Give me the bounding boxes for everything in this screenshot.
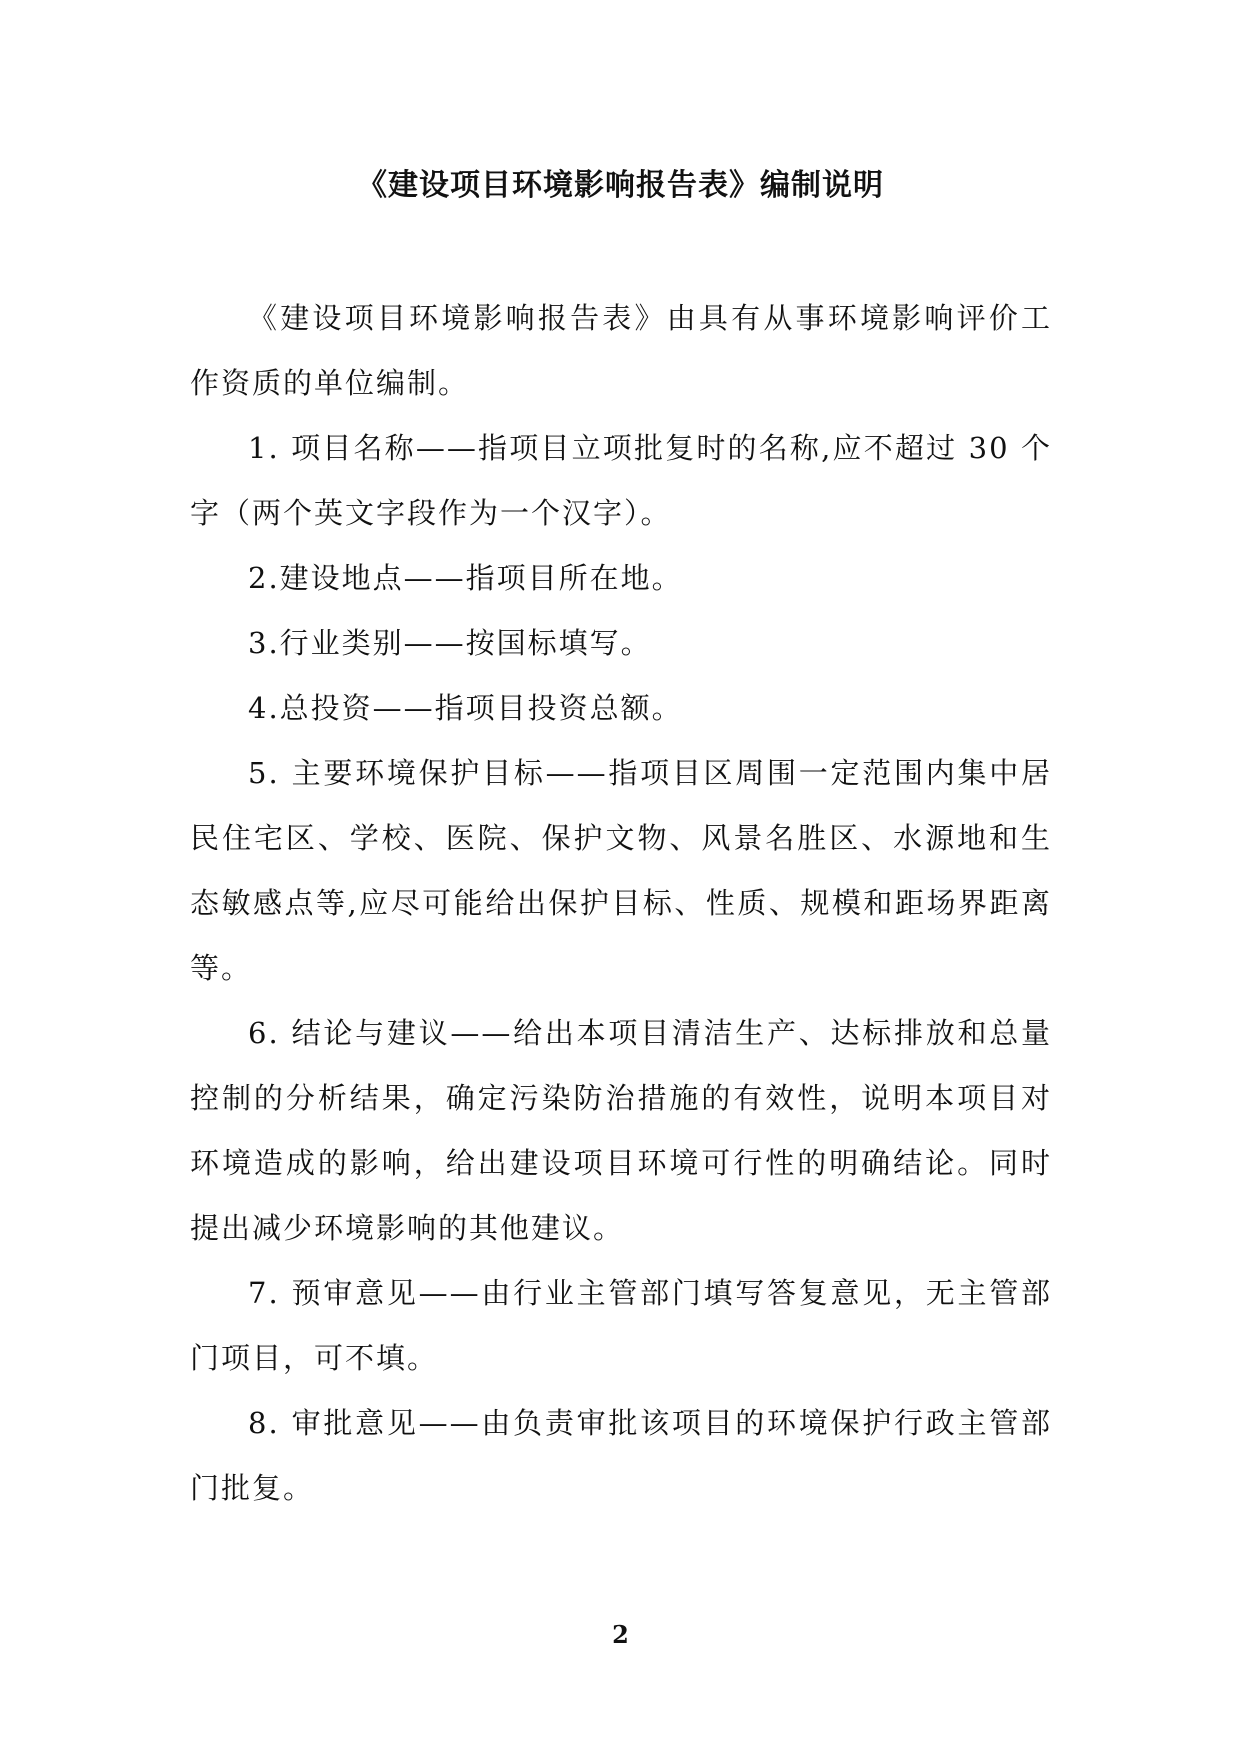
paragraph-item-8: 8. 审批意见——由负责审批该项目的环境保护行政主管部门批复。 [190, 1406, 1052, 1505]
paragraph-item-1: 1. 项目名称——指项目立项批复时的名称,应不超过 30 个字（两个英文字段作为一个汉字）。 [190, 431, 1052, 530]
document-title: 《建设项目环境影响报告表》编制说明 [357, 168, 884, 203]
paragraph-item-4: 4.总投资——指项目投资总额。 [248, 691, 683, 725]
paragraph-item-3: 3.行业类别——按国标填写。 [248, 626, 652, 660]
paragraph-item-7: 7. 预审意见——由行业主管部门填写答复意见，无主管部门项目，可不填。 [190, 1276, 1052, 1375]
paragraph-intro: 《建设项目环境影响报告表》由具有从事环境影响评价工作资质的单位编制。 [190, 301, 1052, 400]
paragraph-item-5: 5. 主要环境保护目标——指项目区周围一定范围内集中居民住宅区、学校、医院、保护文物、风景名胜区、水源地和生态敏感点等,应尽可能给出保护目标、性质、规模和距场界距离等。 [190, 756, 1052, 985]
page-number: 2 [612, 1620, 629, 1649]
paragraph-item-6: 6. 结论与建议——给出本项目清洁生产、达标排放和总量控制的分析结果，确定污染防治措施的有效性，说明本项目对环境造成的影响，给出建设项目环境可行性的明确结论。同时提出减少环境影响的其他建议。 [190, 1016, 1052, 1245]
document-body [190, 286, 1052, 1521]
paragraph-item-2: 2.建设地点——指项目所在地。 [248, 561, 683, 595]
